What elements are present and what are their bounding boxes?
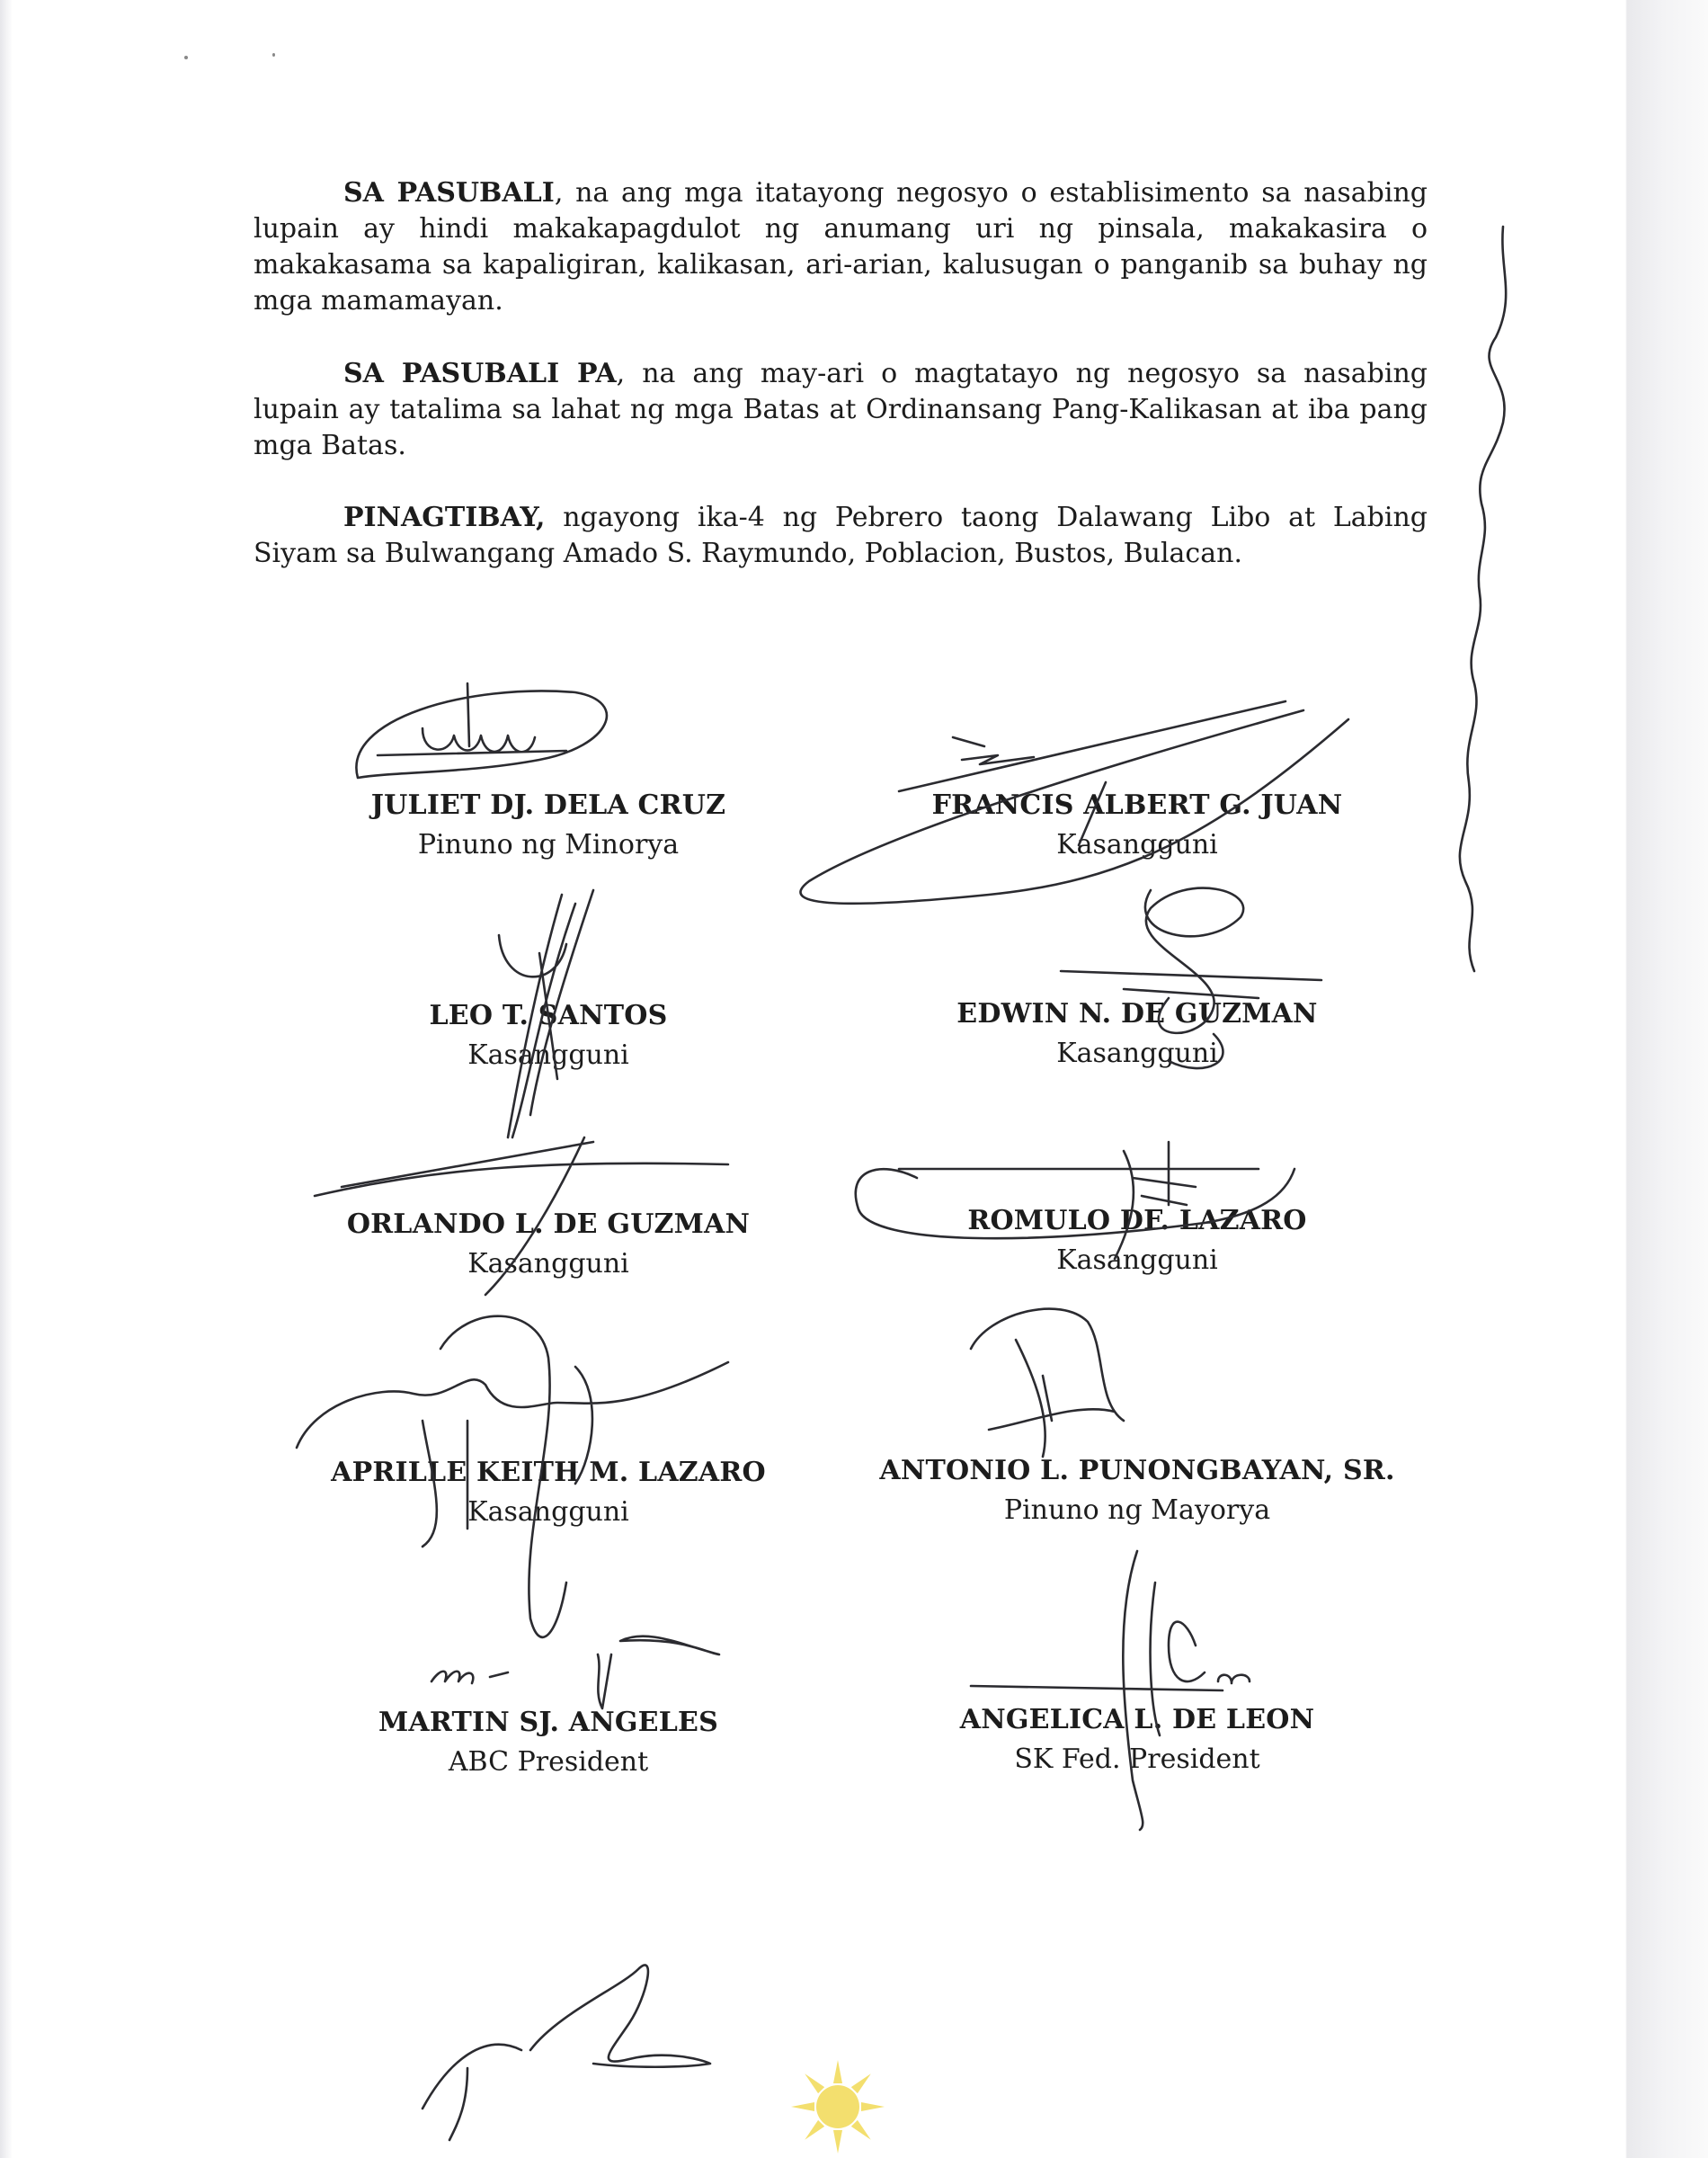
- signatory-title: Kasangguni: [1056, 1038, 1218, 1069]
- page-edge-left: [0, 0, 13, 2158]
- page-edge-right: [1609, 0, 1708, 2158]
- signatory-block: [261, 788, 836, 867]
- paragraph-1-text: , na ang mga itatayong negosyo o establisimento sa nasabing lupain ay hindi makakapagdulot ng anumang uri ng pinsala, makakasira o makakasama sa kapaligiran, kalikasan, ari-arian, kalusugan o panganib sa buhay ng mga mamamayan.: [254, 177, 1428, 317]
- signatory-block: [850, 1702, 1425, 1781]
- signatory-block: [850, 1203, 1425, 1282]
- paragraph-3: [254, 500, 1428, 572]
- signatory-name: EDWIN N. DE GUZMAN: [956, 998, 1318, 1030]
- signature-antonio: [971, 1309, 1124, 1457]
- signature-angelica: [971, 1551, 1250, 1830]
- signatory-block: [261, 1207, 836, 1286]
- signatory-title: Kasangguni: [1056, 829, 1218, 861]
- signature-juliet: [356, 683, 606, 778]
- signatory-block: [850, 788, 1425, 867]
- signatory-block: [850, 1453, 1425, 1532]
- sun-seal-icon: [788, 2057, 887, 2156]
- signatory-name: LEO T. SANTOS: [429, 1000, 668, 1031]
- paragraph-1-lead: SA PASUBALI: [343, 177, 555, 209]
- signature-bottom: [423, 1965, 710, 2140]
- signatory-title: Pinuno ng Minorya: [417, 829, 680, 861]
- paragraph-2-lead: SA PASUBALI PA: [343, 358, 617, 389]
- signature-martin: [431, 1636, 719, 1708]
- margin-signature: [1460, 227, 1506, 971]
- signatory-name: ORLANDO L. DE GUZMAN: [346, 1208, 751, 1240]
- signatory-name: ROMULO DF. LAZARO: [967, 1205, 1307, 1236]
- scan-speck: [272, 53, 275, 57]
- signatory-title: Pinuno ng Mayorya: [1003, 1494, 1271, 1526]
- paragraph-2: [254, 356, 1428, 464]
- signatory-block: [261, 998, 836, 1077]
- signatory-title: Kasangguni: [467, 1248, 629, 1280]
- signatory-name: ANGELICA L. DE LEON: [959, 1704, 1315, 1735]
- signatory-block: [261, 1455, 836, 1534]
- paragraph-2-text: , na ang may-ari o magtatayo ng negosyo sa nasabing lupain ay tatalima sa lahat ng mga Batas at Ordinansang Pang-Kalikasan at iba pang mga Batas.: [254, 358, 1428, 461]
- signatory-name: JULIET DJ. DELA CRUZ: [370, 789, 726, 821]
- signatory-name: FRANCIS ALBERT G. JUAN: [931, 789, 1343, 821]
- signatory-title: SK Fed. President: [1014, 1743, 1260, 1775]
- signatory-title: Kasangguni: [467, 1496, 629, 1528]
- signatory-name: ANTONIO L. PUNONGBAYAN, SR.: [879, 1455, 1395, 1486]
- signatory-title: Kasangguni: [1056, 1244, 1218, 1276]
- paragraph-3-text: ngayong ika-4 ng Pebrero taong Dalawang Libo at Labing Siyam sa Bulwangang Amado S. Raymundo, Poblacion, Bustos, Bulacan.: [254, 502, 1428, 569]
- signatory-block: [850, 996, 1425, 1075]
- scan-speck: [184, 56, 188, 59]
- signatory-name: MARTIN SJ. ANGELES: [378, 1707, 718, 1738]
- paragraph-3-lead: PINAGTIBAY,: [343, 502, 546, 533]
- signatory-name: APRILLE KEITH M. LAZARO: [331, 1457, 766, 1488]
- signatory-title: ABC President: [448, 1746, 649, 1778]
- signatory-block: [261, 1705, 836, 1784]
- paragraph-1: [254, 175, 1428, 319]
- signatory-title: Kasangguni: [467, 1039, 629, 1071]
